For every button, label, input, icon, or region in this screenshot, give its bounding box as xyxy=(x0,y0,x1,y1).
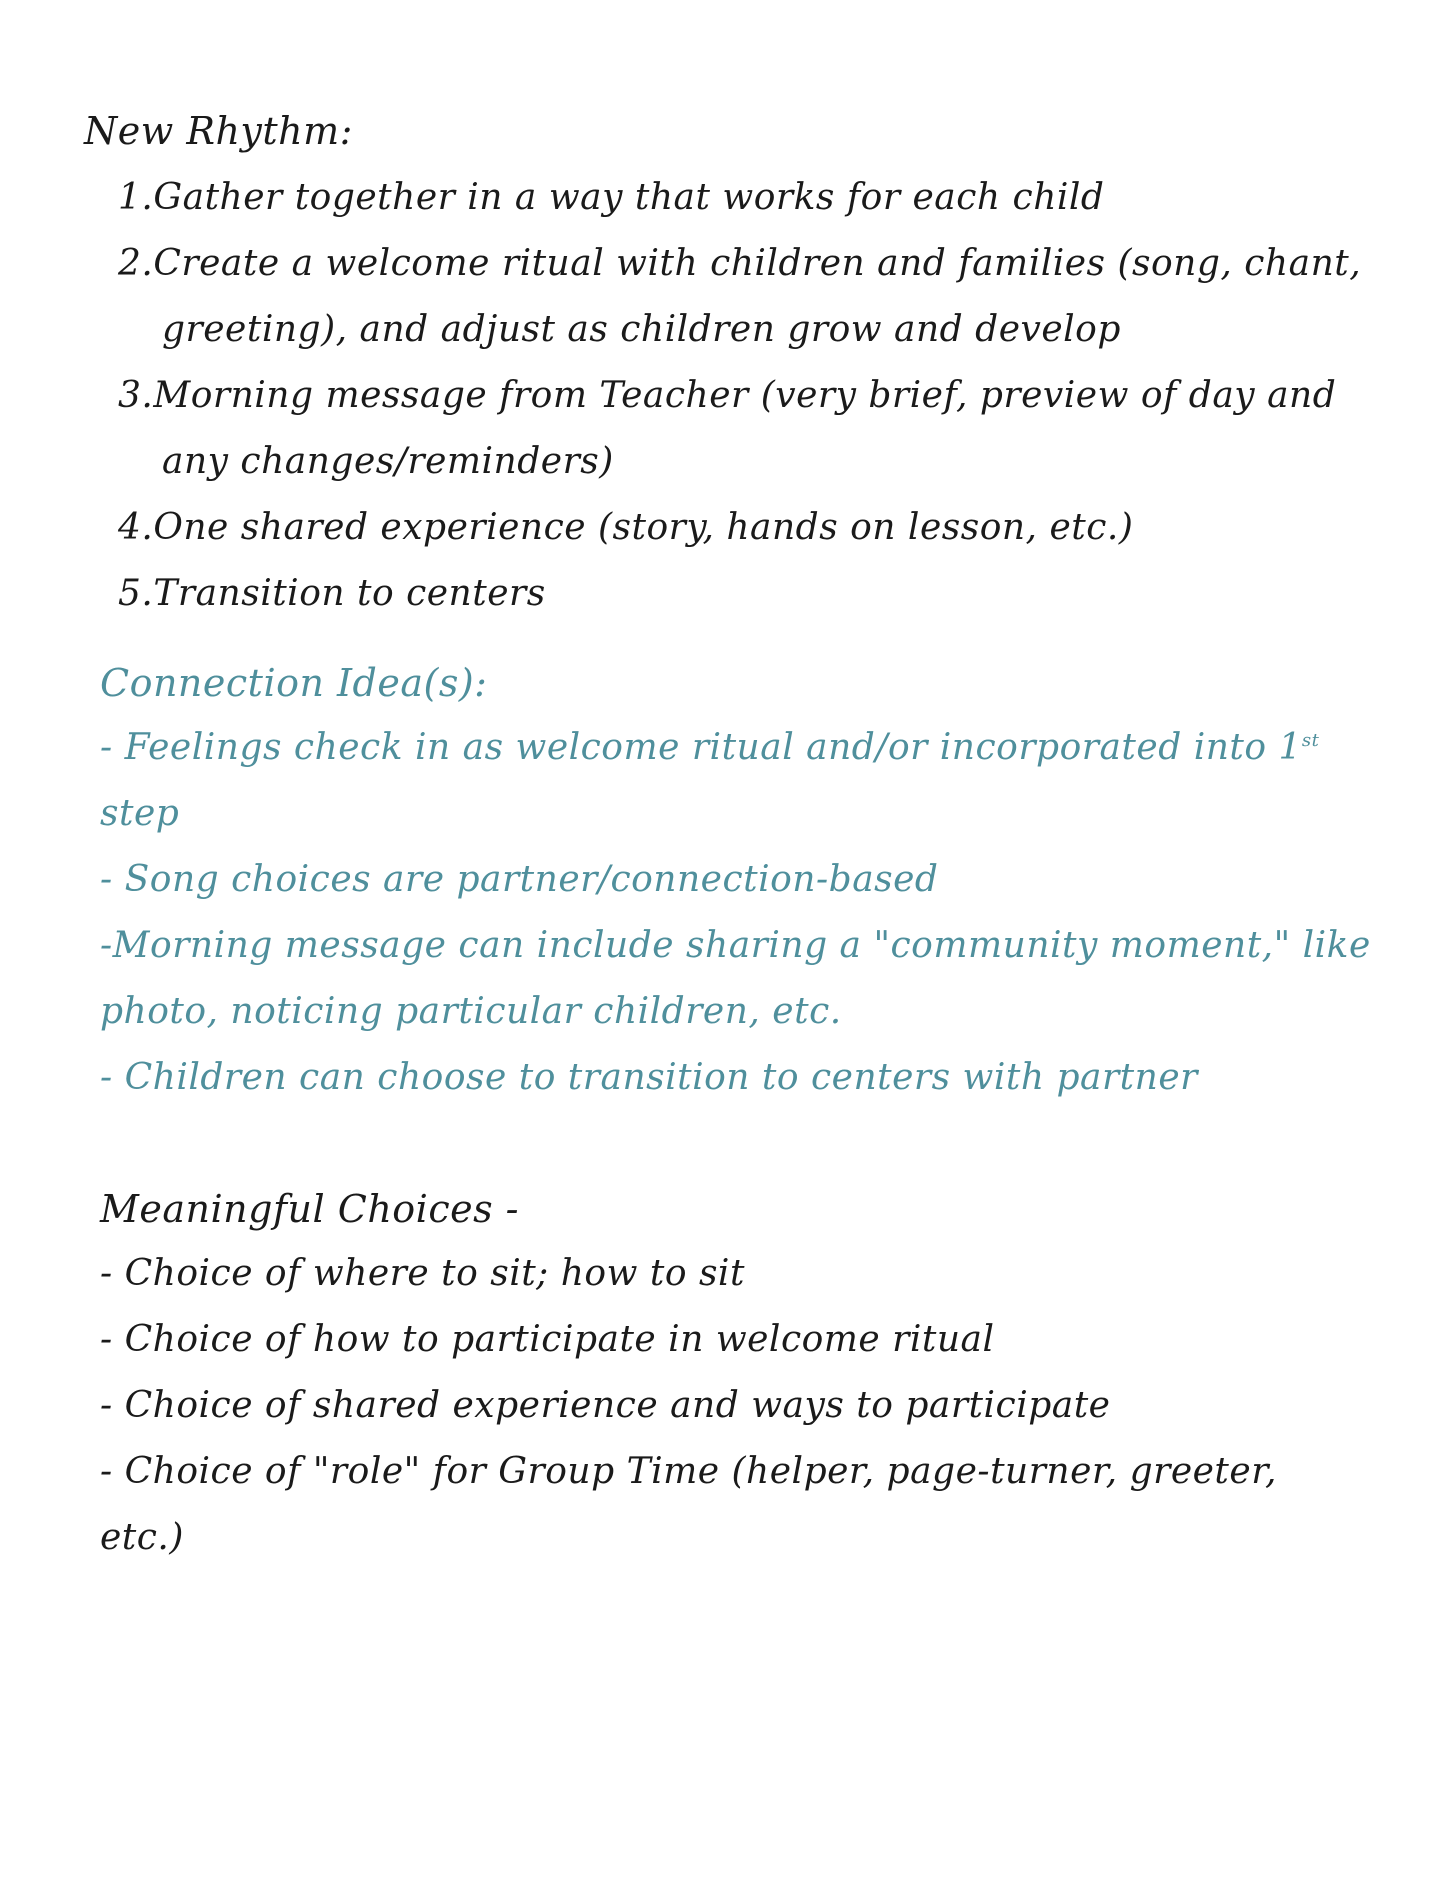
rhythm-item-2-continued: greeting), and adjust as children grow and develop xyxy=(162,309,1121,350)
choice-item-2: - Choice of how to participate in welcome ritual xyxy=(100,1319,995,1360)
choice-item-3: - Choice of shared experience and ways to participate xyxy=(100,1385,1111,1426)
rhythm-item-3 xyxy=(118,375,1337,416)
rhythm-item-1 xyxy=(118,177,1105,218)
rhythm-item-number: 5. xyxy=(118,573,154,614)
connection-item-3: -Morning message can include sharing a "community moment," like xyxy=(100,925,1371,966)
section-title-new-rhythm: New Rhythm: xyxy=(84,109,353,153)
ordinal-superscript: st xyxy=(1301,730,1320,751)
rhythm-item-number: 2. xyxy=(118,243,154,284)
connection-item-2: - Song choices are partner/connection-based xyxy=(100,859,939,900)
rhythm-item-3-continued: any changes/reminders) xyxy=(162,441,614,482)
rhythm-item-number: 1. xyxy=(118,177,154,218)
rhythm-item-text: Gather together in a way that works for each child xyxy=(153,177,1105,218)
rhythm-item-text: One shared experience (story, hands on lesson, etc.) xyxy=(153,507,1134,548)
connection-item-4: - Children can choose to transition to centers with partner xyxy=(100,1057,1198,1098)
section-title-connection-ideas: Connection Idea(s): xyxy=(100,661,488,705)
choice-item-4-continued: etc.) xyxy=(100,1517,184,1558)
choice-item-1: - Choice of where to sit; how to sit xyxy=(100,1253,745,1294)
choice-item-4: - Choice of "role" for Group Time (helper, page-turner, greeter, xyxy=(100,1451,1277,1492)
section-title-meaningful-choices: Meaningful Choices - xyxy=(100,1187,520,1231)
rhythm-item-5 xyxy=(118,573,546,614)
rhythm-item-2 xyxy=(118,243,1362,284)
rhythm-item-text: Create a welcome ritual with children and families (song, chant, xyxy=(153,243,1362,284)
rhythm-item-4 xyxy=(118,507,1134,548)
rhythm-item-text: Transition to centers xyxy=(153,573,546,614)
connection-item-1-continued: step xyxy=(100,793,180,834)
rhythm-item-number: 4. xyxy=(118,507,154,548)
connection-item-1 xyxy=(100,727,1320,768)
rhythm-item-text: Morning message from Teacher (very brief, preview of day and xyxy=(153,375,1337,416)
connection-item-3-continued: photo, noticing particular children, etc. xyxy=(100,991,842,1032)
connection-item-text: - Feelings check in as welcome ritual and/or incorporated into 1 xyxy=(100,727,1302,768)
rhythm-item-number: 3. xyxy=(118,375,154,416)
